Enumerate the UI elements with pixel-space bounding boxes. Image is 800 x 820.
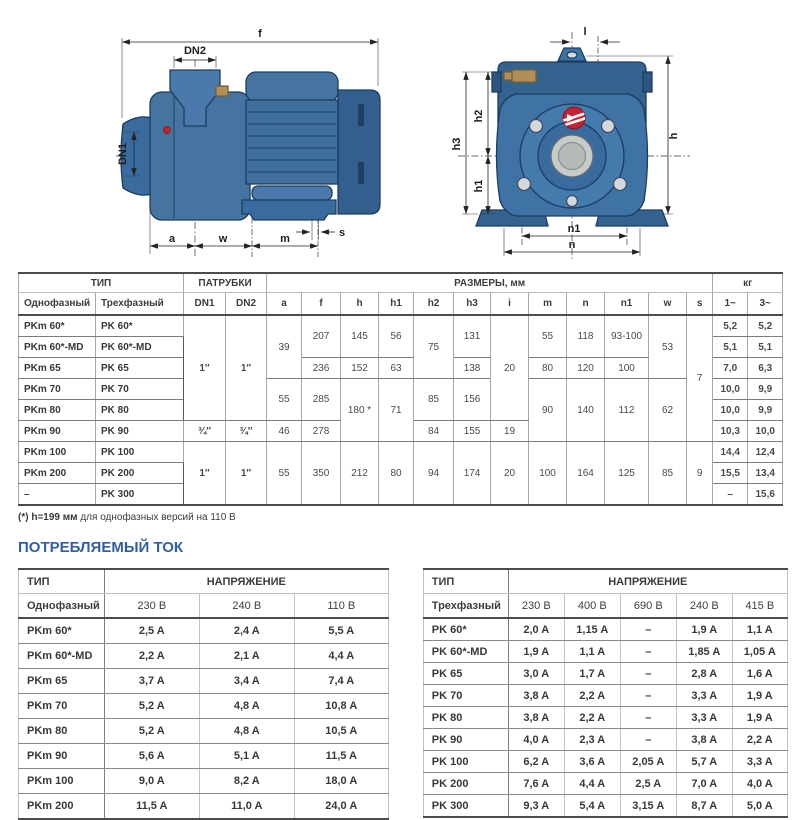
value-cell: 62 <box>649 379 687 442</box>
current-value: 1,15 A <box>564 618 620 641</box>
voltage-column-header: 415 В <box>732 594 787 619</box>
current-value: 1,6 A <box>732 663 787 685</box>
current-value: 7,6 A <box>508 773 564 795</box>
weight-cell: 6,3 <box>748 358 783 379</box>
value-cell: 207 <box>302 315 341 358</box>
dim-header-i: i <box>491 293 529 316</box>
group-header-row <box>19 569 389 594</box>
row-label: PKm 70 <box>19 379 96 400</box>
current-value: – <box>620 729 676 751</box>
current-value: 1,7 A <box>564 663 620 685</box>
row-label: PKm 65 <box>19 669 105 694</box>
current-value: 7,0 A <box>676 773 732 795</box>
current-value: 3,8 A <box>676 729 732 751</box>
value-cell: ¾″ <box>226 421 267 442</box>
pump-front-view-drawing <box>452 14 722 266</box>
row-label: PKm 80 <box>19 400 96 421</box>
pump-body-front <box>476 48 668 226</box>
value-cell: 94 <box>414 442 454 506</box>
table-row <box>19 379 783 400</box>
current-value: 2,1 A <box>199 644 294 669</box>
value-cell: 85 <box>414 379 454 421</box>
table-row <box>423 663 787 685</box>
side-tab-left <box>492 72 501 92</box>
table-row <box>423 729 787 751</box>
row-label: PK 90 <box>96 421 184 442</box>
table-row <box>19 769 389 794</box>
value-cell: 55 <box>267 442 302 506</box>
technical-drawings <box>0 0 800 272</box>
row-label: PK 70 <box>423 685 508 707</box>
weight-cell: 5,2 <box>748 315 783 337</box>
current-value: 5,7 A <box>676 751 732 773</box>
value-cell: 285 <box>302 379 341 421</box>
current-value: 2,2 A <box>732 729 787 751</box>
current-value: 3,4 A <box>199 669 294 694</box>
table-row <box>423 751 787 773</box>
current-value: 2,2 A <box>564 707 620 729</box>
value-cell: 100 <box>529 442 567 506</box>
current-value: 4,4 A <box>564 773 620 795</box>
current-value: 3,7 A <box>104 669 199 694</box>
voltage-header: НАПРЯЖЕНИЕ <box>508 569 787 594</box>
value-cell: 350 <box>302 442 341 506</box>
current-value: 11,5 A <box>294 744 388 769</box>
pump-side-view <box>110 14 410 271</box>
current-value: 2,05 A <box>620 751 676 773</box>
weight-cell: 12,4 <box>748 442 783 463</box>
weight-cell: 10,0 <box>713 379 748 400</box>
current-value: 2,2 A <box>564 685 620 707</box>
value-cell: 120 <box>567 358 605 379</box>
table-row <box>423 641 787 663</box>
single-phase-current-table <box>18 568 389 820</box>
current-value: 1,1 A <box>564 641 620 663</box>
dim-label-n1: n1 <box>567 223 581 235</box>
table-row <box>423 795 787 818</box>
row-label: PK 80 <box>96 400 184 421</box>
dim-header-m: m <box>529 293 567 316</box>
value-cell: 39 <box>267 315 302 379</box>
voltage-column-header: 400 В <box>564 594 620 619</box>
red-seal-accent <box>164 127 171 134</box>
lug-hole <box>567 52 577 58</box>
value-cell: 7 <box>687 315 713 442</box>
brass-plug <box>512 70 536 82</box>
current-value: 2,4 A <box>199 618 294 644</box>
dim-header-h3: h3 <box>454 293 491 316</box>
current-value: – <box>620 707 676 729</box>
motor-fins-block <box>246 100 338 184</box>
weight-cell: 10,0 <box>713 400 748 421</box>
current-value: 4,0 A <box>508 729 564 751</box>
dn2-header: DN2 <box>226 293 267 316</box>
value-cell: 46 <box>267 421 302 442</box>
current-value: 4,4 A <box>294 644 388 669</box>
table-row <box>19 744 389 769</box>
table-row <box>19 644 389 669</box>
weight-group-header: кг <box>713 273 783 293</box>
current-value: 24,0 A <box>294 794 388 820</box>
row-label: PKm 100 <box>19 769 105 794</box>
row-label: PKm 90 <box>19 744 105 769</box>
dim-header-f: f <box>302 293 341 316</box>
pump-side-view-drawing <box>110 14 410 266</box>
current-value: 6,2 A <box>508 751 564 773</box>
type-group-header: ТИП <box>19 273 184 293</box>
weight-cell: 15,5 <box>713 463 748 484</box>
current-value: 9,3 A <box>508 795 564 818</box>
row-label: PK 200 <box>423 773 508 795</box>
dim-label-l: l <box>583 26 587 38</box>
value-cell: 53 <box>649 315 687 379</box>
ports-group-header: ПАТРУБКИ <box>184 273 267 293</box>
value-cell: 93-100 <box>605 315 649 358</box>
voltage-column-header: 230 В <box>508 594 564 619</box>
row-label: PK 60*-MD <box>96 337 184 358</box>
row-label: PK 80 <box>423 707 508 729</box>
current-value: 9,0 A <box>104 769 199 794</box>
pump-body-side <box>121 70 380 220</box>
motor-lower-panel <box>252 186 332 200</box>
fan-slot-bottom <box>358 162 364 184</box>
current-value: 1,9 A <box>732 685 787 707</box>
value-cell: 1″ <box>184 442 226 506</box>
voltage-header: НАПРЯЖЕНИЕ <box>104 569 388 594</box>
value-cell: 138 <box>454 358 491 379</box>
current-value: 10,5 A <box>294 719 388 744</box>
table-row <box>19 794 389 820</box>
dim-label-h3: h3 <box>451 137 463 151</box>
dim-label-h1: h1 <box>473 179 485 193</box>
dim-label-w: w <box>218 233 228 245</box>
current-value: 1,05 A <box>732 641 787 663</box>
footnote-bold: (*) h=199 мм <box>18 512 78 523</box>
value-cell: 80 <box>379 442 414 506</box>
weight-cell: 10,3 <box>713 421 748 442</box>
dim-label-f: f <box>258 28 262 40</box>
current-value: 18,0 A <box>294 769 388 794</box>
weight-cell: 5,2 <box>713 315 748 337</box>
dim-label-dn2: DN2 <box>183 45 207 57</box>
value-cell: 1″ <box>226 442 267 506</box>
shaft-center <box>559 143 586 170</box>
current-value: 4,8 A <box>199 719 294 744</box>
value-cell: 156 <box>454 379 491 421</box>
value-cell: 90 <box>529 379 567 442</box>
type-header: ТИП <box>423 569 508 594</box>
current-value: 2,5 A <box>104 618 199 644</box>
row-label: – <box>19 484 96 506</box>
dim-header-h2: h2 <box>414 293 454 316</box>
value-cell: 278 <box>302 421 341 442</box>
current-value: 3,8 A <box>508 685 564 707</box>
row-label: PK 300 <box>423 795 508 818</box>
current-value: 3,3 A <box>732 751 787 773</box>
dim-header-s: s <box>687 293 713 316</box>
value-cell: 63 <box>379 358 414 379</box>
weight-cell: 14,4 <box>713 442 748 463</box>
bolt-bottom-left <box>518 178 531 191</box>
current-value: 5,1 A <box>199 744 294 769</box>
row-label: PK 200 <box>96 463 184 484</box>
bolt-bottom <box>567 196 578 207</box>
current-value: – <box>620 641 676 663</box>
dim-label-h: h <box>668 132 680 140</box>
bolt-top-right <box>602 120 615 133</box>
current-value: 8,2 A <box>199 769 294 794</box>
current-value: 4,8 A <box>199 694 294 719</box>
weight-cell: 13,4 <box>748 463 783 484</box>
weight-cell: 5,1 <box>713 337 748 358</box>
value-cell: 112 <box>605 379 649 442</box>
voltage-column-header: 110 В <box>294 594 388 619</box>
row-label: PKm 90 <box>19 421 96 442</box>
value-cell: 212 <box>341 442 379 506</box>
current-value: 2,0 A <box>508 618 564 641</box>
current-value: 1,9 A <box>508 641 564 663</box>
dim-header-n: n <box>567 293 605 316</box>
sub-header-row <box>19 293 783 316</box>
voltage-column-header: 230 В <box>104 594 199 619</box>
pedrollo-logo-icon <box>562 107 586 129</box>
value-cell: 174 <box>454 442 491 506</box>
row-label: PKm 60* <box>19 315 96 337</box>
weight-cell: 7,0 <box>713 358 748 379</box>
current-value: 5,4 A <box>564 795 620 818</box>
weight-cell: 5,1 <box>748 337 783 358</box>
current-value: 5,0 A <box>732 795 787 818</box>
row-label: PKm 60*-MD <box>19 337 96 358</box>
table-row <box>19 694 389 719</box>
current-value: 1,9 A <box>676 618 732 641</box>
table-row <box>423 618 787 641</box>
weight-cell: – <box>713 484 748 506</box>
value-cell: 20 <box>491 315 529 421</box>
row-label: PK 65 <box>423 663 508 685</box>
value-cell: 145 <box>341 315 379 358</box>
weight-cell: 15,6 <box>748 484 783 506</box>
side-tab-right <box>643 72 652 92</box>
value-cell: 1″ <box>226 315 267 421</box>
table-row <box>19 669 389 694</box>
row-label: PKm 200 <box>19 463 96 484</box>
table-row <box>423 773 787 795</box>
value-cell: 20 <box>491 442 529 506</box>
row-label: PK 65 <box>96 358 184 379</box>
current-value: – <box>620 663 676 685</box>
value-cell: 152 <box>341 358 379 379</box>
section-heading: ПОТРЕБЛЯЕМЫЙ ТОК <box>18 539 184 556</box>
voltage-column-header: 690 В <box>620 594 676 619</box>
dim-label-m: m <box>280 233 290 245</box>
row-label: PK 60* <box>423 618 508 641</box>
row-label: PKm 60*-MD <box>19 644 105 669</box>
weight-cell: 10,0 <box>748 421 783 442</box>
row-label: PKm 65 <box>19 358 96 379</box>
value-cell: 55 <box>529 315 567 358</box>
current-value: 5,6 A <box>104 744 199 769</box>
value-cell: 131 <box>454 315 491 358</box>
value-cell: 9 <box>687 442 713 506</box>
value-cell: 71 <box>379 379 414 442</box>
row-label: PK 70 <box>96 379 184 400</box>
value-cell: ¾″ <box>184 421 226 442</box>
current-value: 3,15 A <box>620 795 676 818</box>
brass-plug-side <box>216 86 228 96</box>
value-cell: 75 <box>414 315 454 379</box>
current-value: 2,5 A <box>620 773 676 795</box>
value-cell: 85 <box>649 442 687 506</box>
table-row <box>423 685 787 707</box>
table-row <box>423 707 787 729</box>
current-value: 7,4 A <box>294 669 388 694</box>
current-value: 1,1 A <box>732 618 787 641</box>
current-value: 1,9 A <box>732 707 787 729</box>
current-value: 2,3 A <box>564 729 620 751</box>
table-row <box>19 442 783 463</box>
dim-header-h: h <box>341 293 379 316</box>
voltage-column-header: 240 В <box>199 594 294 619</box>
dim-label-s: s <box>338 227 346 239</box>
current-value: 3,6 A <box>564 751 620 773</box>
group-header-row <box>423 569 787 594</box>
current-value: 1,85 A <box>676 641 732 663</box>
fan-slot-top <box>358 104 364 126</box>
three-phase-header: Трехфазный <box>96 293 184 316</box>
dimensions-group-header: РАЗМЕРЫ, мм <box>267 273 713 293</box>
type-header: ТИП <box>19 569 105 594</box>
phase-header: Трехфазный <box>423 594 508 619</box>
weight-cell: 9,9 <box>748 379 783 400</box>
dim-header-w: w <box>649 293 687 316</box>
row-label: PK 60*-MD <box>423 641 508 663</box>
value-cell: 140 <box>567 379 605 442</box>
value-cell: 180 * <box>341 379 379 442</box>
single-phase-header: Однофазный <box>19 293 96 316</box>
footnote <box>18 512 800 523</box>
value-cell: 100 <box>605 358 649 379</box>
row-label: PKm 70 <box>19 694 105 719</box>
value-cell: 80 <box>529 358 567 379</box>
current-value: 3,8 A <box>508 707 564 729</box>
dim-header-n1: n1 <box>605 293 649 316</box>
current-value: 3,0 A <box>508 663 564 685</box>
current-value: 5,2 A <box>104 694 199 719</box>
row-label: PK 300 <box>96 484 184 506</box>
dim-label-a: a <box>168 233 176 245</box>
row-label: PK 90 <box>423 729 508 751</box>
value-cell: 1″ <box>184 315 226 421</box>
dimensions-table <box>18 272 783 506</box>
phase-header: Однофазный <box>19 594 105 619</box>
motor-cap <box>246 72 338 102</box>
current-tables <box>18 568 800 820</box>
current-value: 4,0 A <box>732 773 787 795</box>
row-label: PKm 60* <box>19 618 105 644</box>
weight-cell: 9,9 <box>748 400 783 421</box>
current-value: – <box>620 618 676 641</box>
weight-3ph-header: 3~ <box>748 293 783 316</box>
current-value: 11,0 A <box>199 794 294 820</box>
current-value: 5,2 A <box>104 719 199 744</box>
current-value: 5,5 A <box>294 618 388 644</box>
current-value: 8,7 A <box>676 795 732 818</box>
dim-label-n: n <box>568 239 576 251</box>
row-label: PK 60* <box>96 315 184 337</box>
dim-label-dn1: DN1 <box>117 142 129 166</box>
footnote-text: для однофазных версий на 110 В <box>77 512 236 523</box>
current-value: 2,2 A <box>104 644 199 669</box>
value-cell: 236 <box>302 358 341 379</box>
table-row <box>19 719 389 744</box>
table-row <box>19 315 783 337</box>
pump-front-view <box>452 14 722 271</box>
brass-plug-nut <box>504 72 512 80</box>
motor-base <box>242 200 336 220</box>
dim-header-a: a <box>267 293 302 316</box>
value-cell: 56 <box>379 315 414 358</box>
value-cell: 164 <box>567 442 605 506</box>
sub-header-row <box>19 594 389 619</box>
current-value: – <box>620 685 676 707</box>
current-value: 10,8 A <box>294 694 388 719</box>
current-value: 2,8 A <box>676 663 732 685</box>
group-header-row <box>19 273 783 293</box>
row-label: PK 100 <box>423 751 508 773</box>
row-label: PKm 80 <box>19 719 105 744</box>
bolt-top-left <box>530 120 543 133</box>
current-value: 3,3 A <box>676 685 732 707</box>
value-cell: 125 <box>605 442 649 506</box>
bolt-bottom-right <box>614 178 627 191</box>
dim-header-h1: h1 <box>379 293 414 316</box>
value-cell: 55 <box>267 379 302 421</box>
row-label: PK 100 <box>96 442 184 463</box>
value-cell: 118 <box>567 315 605 358</box>
value-cell: 84 <box>414 421 454 442</box>
current-value: 11,5 A <box>104 794 199 820</box>
sub-header-row <box>423 594 787 619</box>
value-cell: 155 <box>454 421 491 442</box>
dim-label-h2: h2 <box>473 109 485 123</box>
weight-1ph-header: 1~ <box>713 293 748 316</box>
row-label: PKm 200 <box>19 794 105 820</box>
value-cell: 19 <box>491 421 529 442</box>
row-label: PKm 100 <box>19 442 96 463</box>
dn1-header: DN1 <box>184 293 226 316</box>
current-value: 3,3 A <box>676 707 732 729</box>
voltage-column-header: 240 В <box>676 594 732 619</box>
table-row <box>19 618 389 644</box>
three-phase-current-table <box>423 568 788 818</box>
